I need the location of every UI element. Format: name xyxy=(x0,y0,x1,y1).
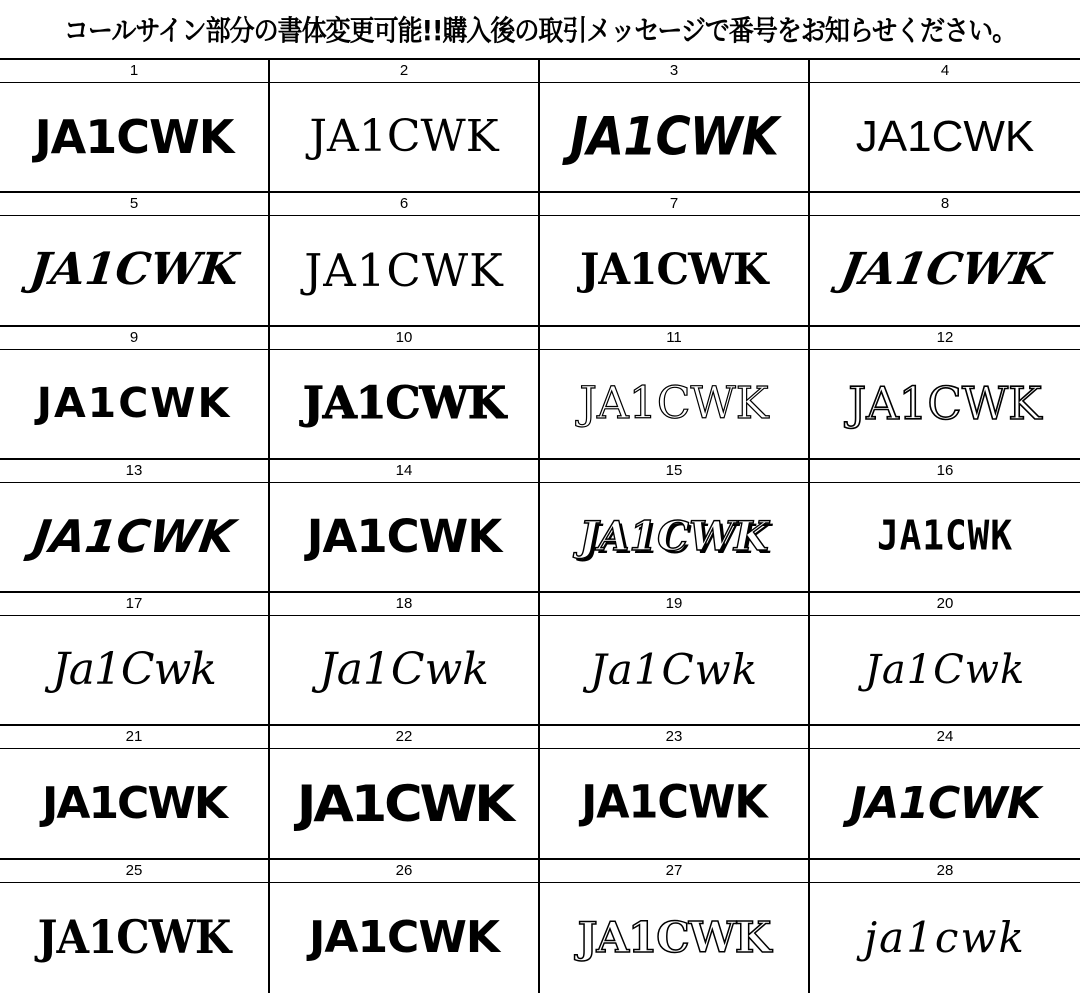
sample-preview xyxy=(810,883,1080,993)
sample-text: JA1CWK xyxy=(34,110,234,165)
sample-number: 19 xyxy=(540,593,808,616)
font-sample-cell[interactable] xyxy=(540,593,810,726)
sample-preview xyxy=(0,216,268,324)
font-sample-cell[interactable] xyxy=(540,193,810,326)
font-sample-cell[interactable] xyxy=(0,60,270,193)
sample-number: 8 xyxy=(810,193,1080,216)
sample-text: JA1CWK xyxy=(37,910,231,964)
sample-text: JA1CWK xyxy=(302,377,506,429)
sample-preview xyxy=(0,883,268,993)
font-sample-cell[interactable] xyxy=(810,60,1080,193)
sample-text: Ja1Cwk xyxy=(589,645,759,695)
font-sample-cell[interactable] xyxy=(270,60,540,193)
sample-number: 11 xyxy=(540,327,808,350)
font-sample-cell[interactable] xyxy=(270,860,540,993)
sample-number: 16 xyxy=(810,460,1080,483)
font-sample-cell[interactable] xyxy=(0,726,270,859)
sample-preview xyxy=(0,83,268,191)
sample-text: JA1CWK xyxy=(836,244,1054,296)
sample-number: 27 xyxy=(540,860,808,883)
sample-text: JA1CWK xyxy=(30,510,238,564)
sample-text: JA1CWK xyxy=(570,106,778,168)
sample-text: JA1CWK xyxy=(850,777,1040,829)
sample-preview xyxy=(810,616,1080,724)
sample-preview xyxy=(540,216,808,324)
sample-text: Ja1Cwk xyxy=(864,647,1026,694)
sample-number: 21 xyxy=(0,726,268,749)
sample-number: 2 xyxy=(270,60,538,83)
sample-number: 24 xyxy=(810,726,1080,749)
sample-preview xyxy=(270,749,538,857)
sample-preview xyxy=(0,749,268,857)
font-sample-cell[interactable] xyxy=(270,193,540,326)
sample-preview xyxy=(810,749,1080,857)
sample-number: 15 xyxy=(540,460,808,483)
sample-preview xyxy=(540,749,808,857)
sample-preview xyxy=(0,350,268,458)
font-sample-cell[interactable] xyxy=(270,460,540,593)
font-sample-cell[interactable] xyxy=(270,327,540,460)
sample-text: JA1CWK xyxy=(876,512,1014,560)
sample-text: JA1CWK xyxy=(579,512,769,560)
font-sample-cell[interactable] xyxy=(270,593,540,726)
sample-text: JA1CWK xyxy=(848,377,1042,431)
sample-number: 13 xyxy=(0,460,268,483)
sample-number: 1 xyxy=(0,60,268,83)
sample-text: JA1CWK xyxy=(577,912,771,962)
sample-preview xyxy=(270,83,538,191)
font-sample-grid xyxy=(0,60,1080,993)
sample-number: 10 xyxy=(270,327,538,350)
sample-number: 20 xyxy=(810,593,1080,616)
sample-preview xyxy=(810,483,1080,591)
header-note-bar xyxy=(0,0,1080,60)
header-note-text: コールサイン部分の書体変更可能!!購入後の取引メッセージで番号をお知らせください。 xyxy=(63,14,1017,47)
sample-preview xyxy=(0,616,268,724)
sample-preview xyxy=(810,216,1080,324)
sample-number: 22 xyxy=(270,726,538,749)
sample-preview xyxy=(0,483,268,591)
font-sample-cell[interactable] xyxy=(270,726,540,859)
font-sample-cell[interactable] xyxy=(810,193,1080,326)
sample-number: 28 xyxy=(810,860,1080,883)
sample-text: JA1CWK xyxy=(580,244,768,295)
font-sample-cell[interactable] xyxy=(540,726,810,859)
sample-number: 26 xyxy=(270,860,538,883)
sample-number: 23 xyxy=(540,726,808,749)
sample-text: JA1CWK xyxy=(304,243,504,297)
font-sample-cell[interactable] xyxy=(0,460,270,593)
sample-preview xyxy=(270,216,538,324)
font-sample-cell[interactable] xyxy=(810,860,1080,993)
sample-preview xyxy=(270,616,538,724)
font-sample-cell[interactable] xyxy=(540,60,810,193)
sample-text: JA1CWK xyxy=(27,244,241,296)
sample-preview xyxy=(540,483,808,591)
sample-text: JA1CWK xyxy=(855,112,1035,162)
sample-number: 5 xyxy=(0,193,268,216)
font-sample-cell[interactable] xyxy=(540,460,810,593)
sample-number: 7 xyxy=(540,193,808,216)
sample-preview xyxy=(810,350,1080,458)
font-sample-cell[interactable] xyxy=(0,860,270,993)
sample-number: 17 xyxy=(0,593,268,616)
sample-text: JA1CWK xyxy=(309,911,499,963)
sample-number: 18 xyxy=(270,593,538,616)
sample-number: 25 xyxy=(0,860,268,883)
sample-text: Ja1Cwk xyxy=(319,644,489,696)
font-sample-cell[interactable] xyxy=(0,327,270,460)
sample-number: 3 xyxy=(540,60,808,83)
sample-text: JA1CWK xyxy=(306,510,502,564)
sample-text: JA1CWK xyxy=(42,777,226,829)
font-sample-cell[interactable] xyxy=(0,193,270,326)
sample-text: JA1CWK xyxy=(581,776,767,830)
sample-number: 4 xyxy=(810,60,1080,83)
sample-text: JA1CWK xyxy=(36,379,232,428)
font-sample-cell[interactable] xyxy=(0,593,270,726)
sample-text: JA1CWK xyxy=(296,774,512,833)
sample-text: JA1CWK xyxy=(579,377,769,429)
sample-text: Ja1Cwk xyxy=(52,644,216,696)
sample-preview xyxy=(270,483,538,591)
font-sample-cell[interactable] xyxy=(810,726,1080,859)
sample-preview xyxy=(540,350,808,458)
sample-preview xyxy=(540,83,808,191)
sample-text: ja1cwk xyxy=(864,912,1026,962)
sample-preview xyxy=(810,83,1080,191)
sample-preview xyxy=(540,883,808,993)
sample-number: 6 xyxy=(270,193,538,216)
sample-text: JA1CWK xyxy=(309,111,499,163)
sample-number: 9 xyxy=(0,327,268,350)
font-sample-cell[interactable] xyxy=(810,327,1080,460)
sample-number: 12 xyxy=(810,327,1080,350)
font-sample-cell[interactable] xyxy=(540,327,810,460)
sample-preview xyxy=(270,350,538,458)
font-sample-cell[interactable] xyxy=(810,593,1080,726)
sample-preview xyxy=(540,616,808,724)
sample-number: 14 xyxy=(270,460,538,483)
font-sample-cell[interactable] xyxy=(810,460,1080,593)
sample-preview xyxy=(270,883,538,993)
font-sample-cell[interactable] xyxy=(540,860,810,993)
